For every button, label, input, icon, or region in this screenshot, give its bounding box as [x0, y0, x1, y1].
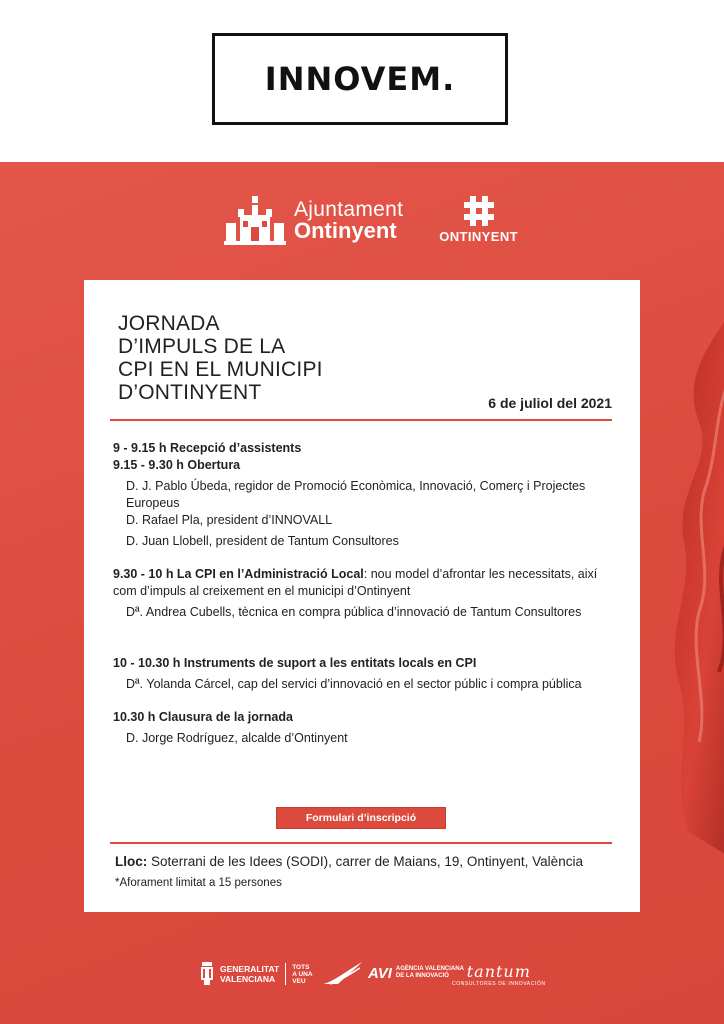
speaker: D. Rafael Pla, president d’INNOVALL	[126, 513, 333, 527]
agenda-item-title: 9 - 9.15 h Recepció d’assistents	[113, 441, 302, 455]
hash-icon	[462, 196, 496, 226]
ontinyent-logo-label: ONTINYENT	[439, 229, 518, 244]
tantum-logo	[452, 962, 546, 987]
generalitat-logo	[200, 962, 313, 986]
program-card	[84, 280, 640, 912]
slogan-line: VEU	[292, 977, 306, 985]
event-date: 6 de juliol del 2021	[488, 395, 612, 411]
ontinyent-logo	[439, 196, 518, 244]
top-banner	[0, 0, 724, 162]
location: Lloc: Soterrani de les Idees (SODI), carrer de Maians, 19, Ontinyent, València	[115, 854, 583, 869]
registration-form-button[interactable]: Formulari d’inscripció	[276, 807, 446, 829]
event-title-line: D’IMPULS DE LA	[118, 335, 286, 358]
swoosh-icon	[322, 960, 364, 986]
speaker: D. J. Pablo Úbeda, regidor de Promoció Econòmica, Innovació, Comerç i Projectes Europeus	[126, 479, 586, 510]
event-title-line: JORNADA	[118, 312, 220, 335]
partner-logos-top	[222, 190, 518, 250]
valenciana-label: VALENCIANA	[220, 974, 276, 984]
agenda-item-title: 10.30 h Clausura de la jornada	[113, 710, 293, 724]
avi-label: AVI	[368, 964, 392, 982]
tantum-label: tantum	[466, 962, 531, 981]
event-title-line: CPI EN EL MUNICIPI	[118, 358, 323, 381]
slogan-line: A UNA	[292, 970, 313, 978]
avi-logo	[322, 960, 464, 986]
castle-icon	[222, 193, 288, 247]
ajuntament-logo-text	[294, 199, 403, 242]
speaker: D. Juan Llobell, president de Tantum Consultores	[126, 534, 399, 548]
avi-subtitle-line: DE LA INNOVACIÓ	[395, 973, 449, 979]
event-title	[118, 312, 438, 404]
event-title-line: D’ONTINYENT	[118, 381, 262, 404]
slogan-line: TOTS	[292, 963, 310, 971]
speaker: Dª. Andrea Cubells, tècnica en compra pública d’innovació de Tantum Consultores	[126, 605, 582, 619]
generalitat-label: GENERALITAT	[220, 964, 280, 974]
avi-subtitle-line: AGÈNCIA VALENCIANA	[395, 966, 464, 972]
agenda-item-title: 10 - 10.30 h Instruments de suport a les entitats locals en CPI	[113, 656, 477, 670]
capacity-note: *Aforament limitat a 15 persones	[115, 877, 282, 889]
ontinyent-label: Ontinyent	[294, 217, 397, 243]
speaker: Dª. Yolanda Cárcel, cap del servici d’innovació en el sector públic i compra pública	[126, 677, 582, 691]
program-list	[113, 440, 618, 747]
innovem-title-box	[212, 33, 508, 125]
sculpture-decoration	[644, 312, 724, 872]
divider	[110, 419, 612, 421]
tantum-subtitle: CONSULTORES DE INNOVACIÓN	[452, 981, 546, 987]
agenda-item-title: 9.15 - 9.30 h Obertura	[113, 458, 241, 472]
divider	[110, 842, 612, 844]
agenda-item: 9.30 - 10 h La CPI en l’Administració Local: nou model d’afrontar les necessitats, així com d’impuls al creixement en el municipi d’Ontinyent	[113, 567, 598, 598]
ajuntament-label: Ajuntament	[294, 197, 404, 221]
speaker: D. Jorge Rodríguez, alcalde d’Ontinyent	[126, 731, 348, 745]
page-title: INNOVEM.	[264, 60, 456, 98]
coat-of-arms-icon	[200, 962, 214, 986]
